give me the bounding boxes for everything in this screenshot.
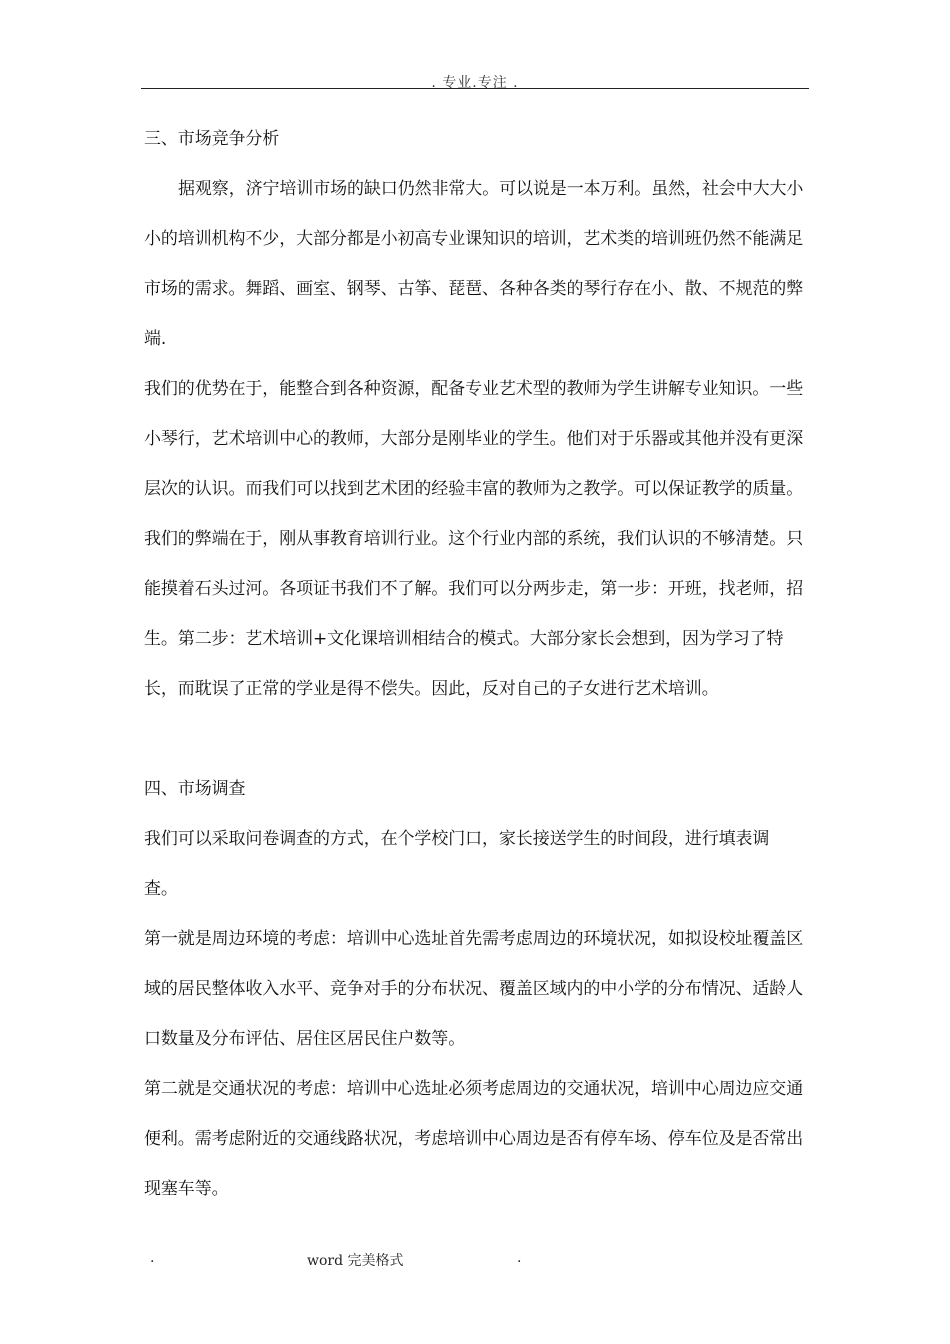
footer-left-dot: .: [150, 1250, 155, 1266]
text-line: 我们的弊端在于，刚从事教育培训行业。这个行业内部的系统，我们认识的不够清楚。只: [144, 529, 804, 549]
text-line: 第一就是周边环境的考虑：培训中心选址首先需考虑周边的环境状况，如拟设校址覆盖区: [144, 929, 804, 949]
text-line: 小琴行，艺术培训中心的教师，大部分是刚毕业的学生。他们对于乐器或其他并没有更深: [144, 429, 804, 449]
paragraph-advantages: [144, 364, 808, 514]
header-rule: [141, 88, 809, 89]
text-line: 层次的认识。而我们可以找到艺术团的经验丰富的教师为之教学。可以保证教学的质量。: [144, 479, 804, 499]
document-body: [144, 114, 808, 1214]
text-line: 端.: [144, 329, 167, 349]
text-line: 据观察，济宁培训市场的缺口仍然非常大。可以说是一本万利。虽然，社会中大大小: [178, 179, 804, 199]
text-line: 市场的需求。舞蹈、画室、钢琴、古筝、琵琶、各种各类的琴行存在小、散、不规范的弊: [144, 279, 804, 299]
footer-right-dot: .: [517, 1250, 522, 1266]
page-header: . 专业.专注 .: [431, 75, 519, 91]
text-line: 口数量及分布评估、居住区居民住户数等。: [144, 1029, 466, 1049]
text-line: 生。第二步：艺术培训+文化课培训相结合的模式。大部分家长会想到，因为学习了特: [144, 629, 784, 649]
paragraph-environment: [144, 914, 808, 1064]
spacer: [144, 714, 808, 764]
paragraph-disadvantages: [144, 514, 808, 714]
paragraph-traffic: [144, 1064, 808, 1214]
text-line: 能摸着石头过河。各项证书我们不了解。我们可以分两步走，第一步：开班，找老师，招: [144, 579, 804, 599]
text-line: 便利。需考虑附近的交通线路状况，考虑培训中心周边是否有停车场、停车位及是否常出: [144, 1129, 804, 1149]
paragraph-observation: [144, 164, 808, 364]
text-line: 长，而耽误了正常的学业是得不偿失。因此，反对自己的子女进行艺术培训。: [144, 679, 719, 699]
text-line: 我们可以采取问卷调查的方式，在个学校门口，家长接送学生的时间段，进行填表调: [144, 829, 770, 849]
paragraph-questionnaire: [144, 814, 808, 914]
text-line: 现塞车等。: [144, 1179, 229, 1199]
section-heading-competition: 三、市场竞争分析: [144, 129, 280, 149]
text-line: 小的培训机构不少，大部分都是小初高专业课知识的培训，艺术类的培训班仍然不能满足: [144, 229, 804, 249]
text-line: 第二就是交通状况的考虑：培训中心选址必须考虑周边的交通状况，培训中心周边应交通: [144, 1079, 804, 1099]
section-heading-survey: 四、市场调查: [144, 779, 246, 799]
text-line: 域的居民整体收入水平、竞争对手的分布状况、覆盖区域内的中小学的分布情况、适龄人: [144, 979, 804, 999]
text-line: 查。: [144, 879, 178, 899]
text-line: 我们的优势在于，能整合到各种资源，配备专业艺术型的教师为学生讲解专业知识。一些: [144, 379, 804, 399]
footer-label: word 完美格式: [307, 1253, 404, 1269]
